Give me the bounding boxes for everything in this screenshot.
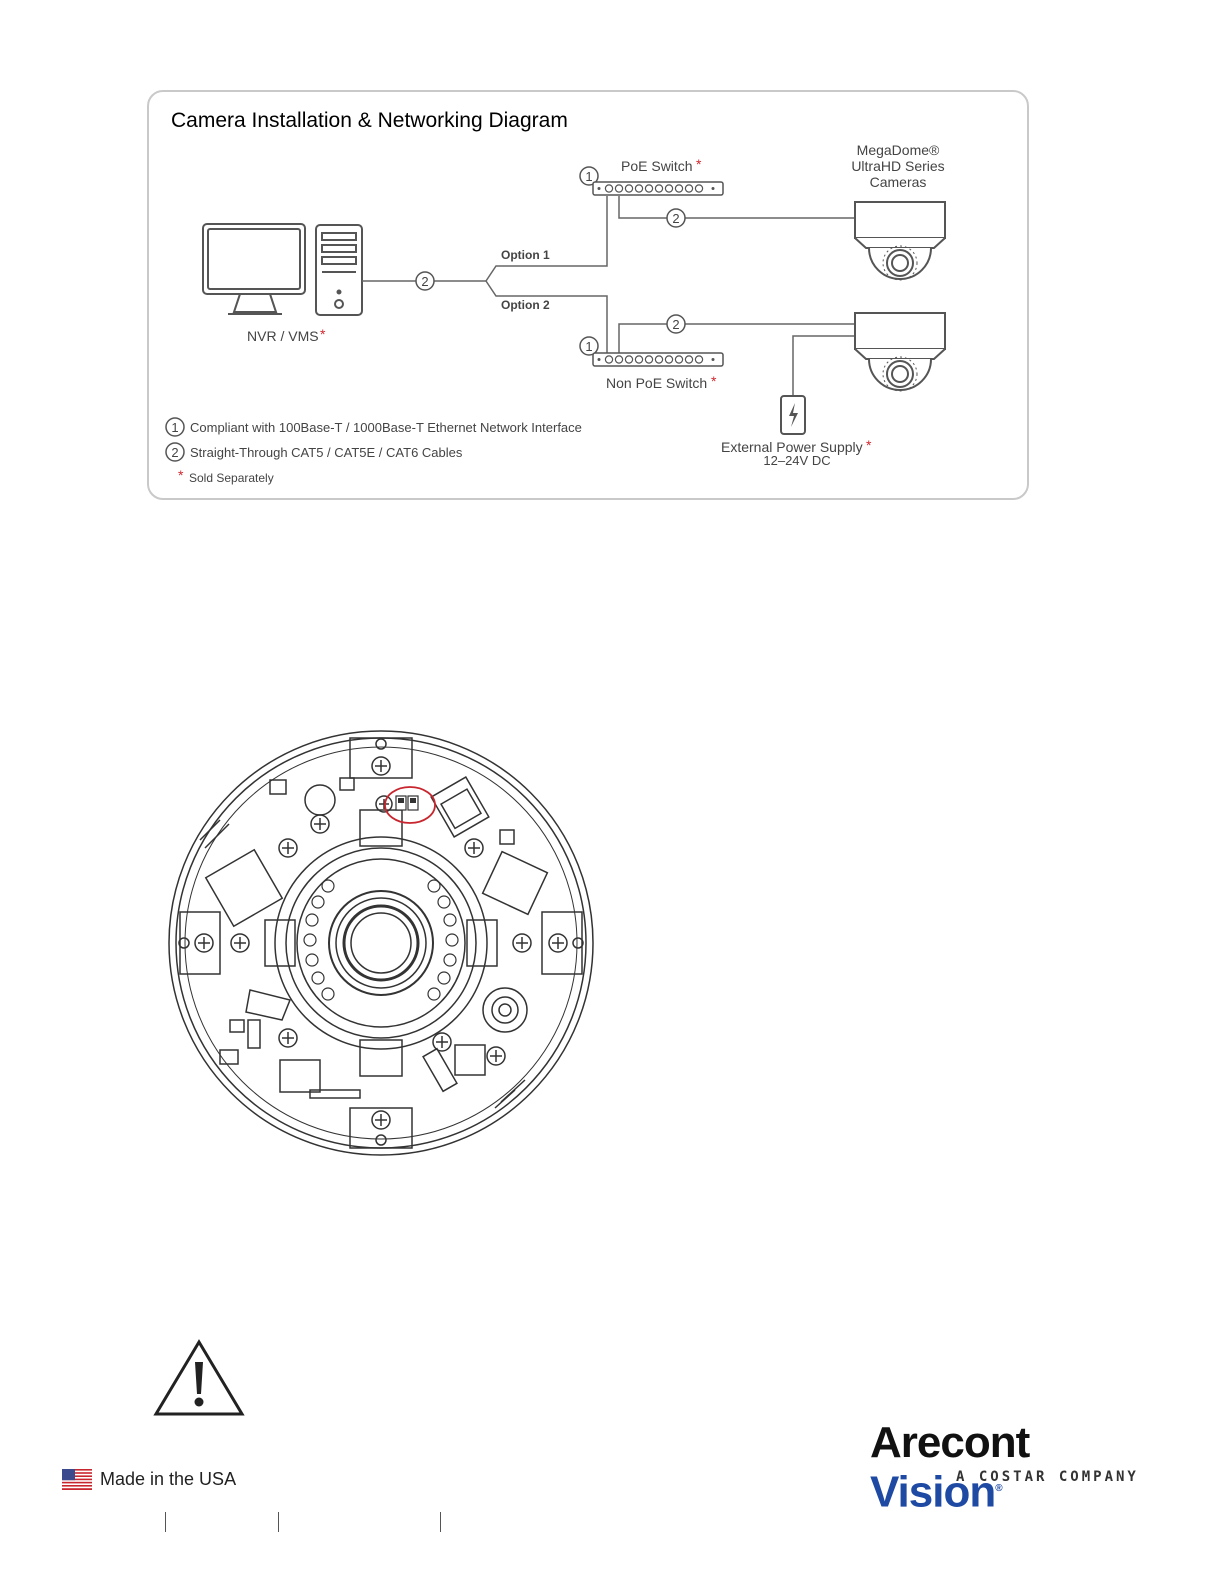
cameras-label-line3: Cameras: [869, 174, 927, 190]
svg-text:2: 2: [421, 274, 429, 289]
cable-marker-poe: [667, 209, 685, 227]
svg-text:1: 1: [171, 420, 179, 435]
option2-label: Option 2: [501, 298, 550, 312]
power-supply-label: External Power Supply: [721, 439, 863, 455]
dome-camera-icon: [855, 313, 945, 391]
non-poe-switch-label: Non PoE Switch: [606, 375, 708, 391]
footer-divider: [440, 1512, 441, 1532]
cameras-label-line1: MegaDome®: [856, 142, 940, 158]
power-supply-voltage: 12–24V DC: [763, 453, 831, 468]
monitor-icon: [203, 224, 305, 314]
svg-text:2: 2: [171, 445, 179, 460]
brand-part1: Arecont: [870, 1418, 1030, 1467]
footer-divider: [278, 1512, 279, 1532]
legend-item-1: [166, 418, 582, 436]
warning-icon: [152, 1338, 246, 1418]
dome-camera-icon: [855, 202, 945, 280]
poe-switch-icon: [593, 182, 723, 195]
power-supply-asterisk: *: [866, 437, 872, 453]
cable-marker-nvr: [416, 272, 434, 290]
server-tower-icon: [316, 225, 362, 315]
power-supply-icon: [781, 396, 805, 434]
brand-wordmark: [870, 1420, 1150, 1516]
sold-separately-asterisk: *: [178, 467, 184, 483]
made-in-usa-text: Made in the USA: [100, 1469, 237, 1489]
svg-text:Compliant with 100Base-T / 100: Compliant with 100Base-T / 1000Base-T Ethernet Network Interface: [190, 420, 582, 435]
svg-text:2: 2: [672, 211, 680, 226]
brand-tagline: A COSTAR COMPANY: [956, 1469, 1139, 1485]
svg-text:1: 1: [585, 169, 593, 184]
svg-text:2: 2: [672, 317, 680, 332]
arecont-vision-logo: [870, 1418, 1150, 1517]
poe-switch-asterisk: *: [696, 156, 702, 172]
legend-item-2: [166, 443, 463, 461]
brand-part2: Vision: [870, 1467, 996, 1517]
non-poe-switch-asterisk: *: [711, 373, 717, 389]
diagram-title: Camera Installation & Networking Diagram: [171, 109, 568, 132]
cameras-label-line2: UltraHD Series: [851, 158, 945, 174]
svg-text:1: 1: [585, 339, 593, 354]
sold-separately-note: Sold Separately: [189, 471, 274, 485]
svg-text:Straight-Through CAT5 / CAT5E: Straight-Through CAT5 / CAT5E / CAT6 Cables: [190, 445, 463, 460]
us-flag-icon: [62, 1469, 92, 1490]
registered-mark: ®: [995, 1483, 1002, 1494]
option1-label: Option 1: [501, 248, 550, 262]
cable-marker-non-poe: [667, 315, 685, 333]
nvr-asterisk: *: [320, 326, 326, 342]
non-poe-switch-icon: [593, 353, 723, 366]
poe-switch-label: PoE Switch: [621, 158, 693, 174]
footer-divider: [165, 1512, 166, 1532]
networking-diagram: [0, 0, 1224, 520]
camera-board-illustration: [160, 720, 600, 1170]
nvr-label: NVR / VMS: [247, 328, 319, 344]
